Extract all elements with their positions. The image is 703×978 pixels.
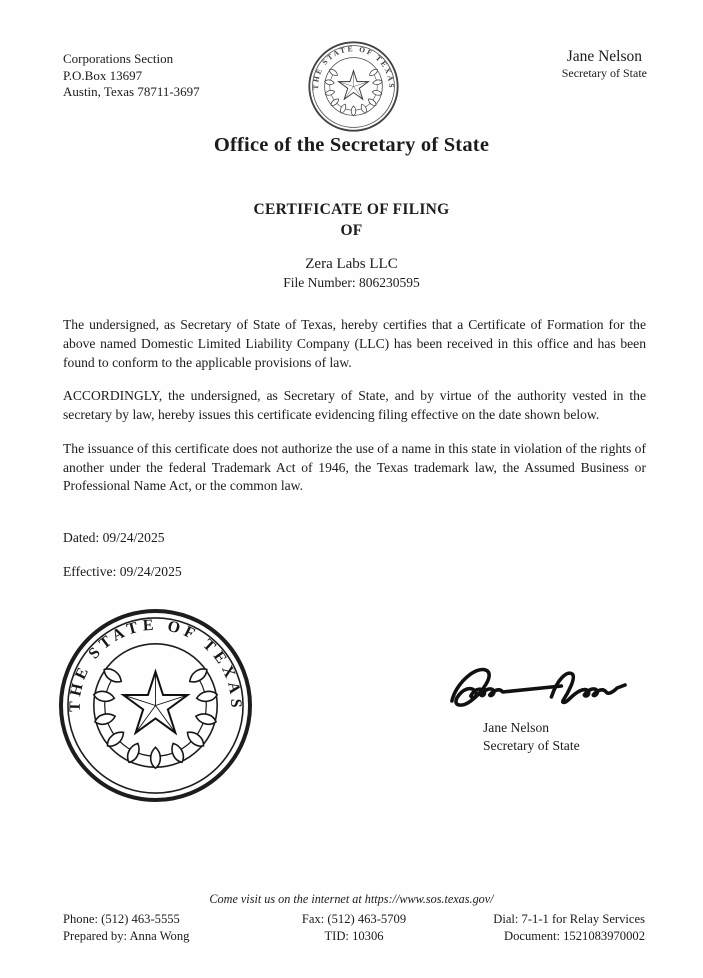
star-icon (338, 71, 368, 100)
certificate-paragraph: ACCORDINGLY, the undersigned, as Secretary of State, and by virtue of the authority vested in the secretary by law, hereby issues this certificate evidencing filing effective on the date shown below. (63, 388, 646, 422)
signature-script-icon (436, 657, 635, 717)
footer-fax: Fax: (512) 463-5709 (301, 912, 407, 926)
footer-right-column (493, 911, 645, 944)
certificate-heading-line: CERTIFICATE OF FILING (253, 201, 450, 218)
certificate-paragraph: The undersigned, as Secretary of State of Texas, hereby certifies that a Certificate of Formation for the above named Domestic Limited Liability Company (LLC) has been received in this office and has been found to conform to the applicable provisions of law. (63, 317, 646, 370)
footer-prepared-by: Prepared by: Anna Wong (63, 928, 190, 943)
seal-ring-text: THE STATE OF TEXAS (66, 616, 245, 713)
star-icon (123, 672, 187, 733)
entity-name: Zera Labs LLC (305, 256, 398, 272)
file-number: File Number: 806230595 (283, 274, 420, 290)
signer-name: Jane Nelson (483, 720, 550, 735)
return-address-line: Austin, Texas 78711-3697 (63, 84, 200, 100)
footer-visit-line: Come visit us on the internet at https://www.sos.texas.gov/ (209, 892, 494, 906)
texas-state-seal-icon (307, 40, 400, 133)
return-address-line: Corporations Section (63, 51, 174, 66)
entity-block (0, 255, 703, 291)
texas-state-seal-large-icon (56, 606, 255, 805)
certificate-heading (0, 200, 703, 242)
footer-document-number: Document: 1521083970002 (504, 928, 645, 943)
seal-ring-text: THE STATE OF TEXAS (311, 44, 396, 90)
footer-tid: TID: 10306 (324, 928, 384, 943)
certificate-heading-of: OF (340, 221, 363, 239)
official-name: Jane Nelson (566, 48, 643, 65)
certificate-paragraph: The issuance of this certificate does not authorize the use of a name in this state in violation of the rights of another under the federal Trademark Act of 1946, the Texas trademark law, the Assumed Business or Professional Name Act, or the common law. (63, 440, 646, 494)
return-address (63, 51, 200, 101)
official-title: Secretary of State (561, 65, 647, 80)
dated-line: Dated: 09/24/2025 (63, 530, 165, 545)
return-address-line: P.O.Box 13697 (63, 67, 143, 83)
footer-relay: Dial: 7-1-1 for Relay Services (493, 912, 645, 926)
signer-title: Secretary of State (483, 737, 580, 753)
page-title: Office of the Secretary of State (213, 134, 490, 156)
signature-block (483, 719, 580, 755)
footer-phone: Phone: (512) 463-5555 (63, 912, 180, 926)
official-header (562, 48, 647, 81)
effective-line: Effective: 09/24/2025 (63, 564, 182, 579)
certificate-body (63, 316, 646, 511)
